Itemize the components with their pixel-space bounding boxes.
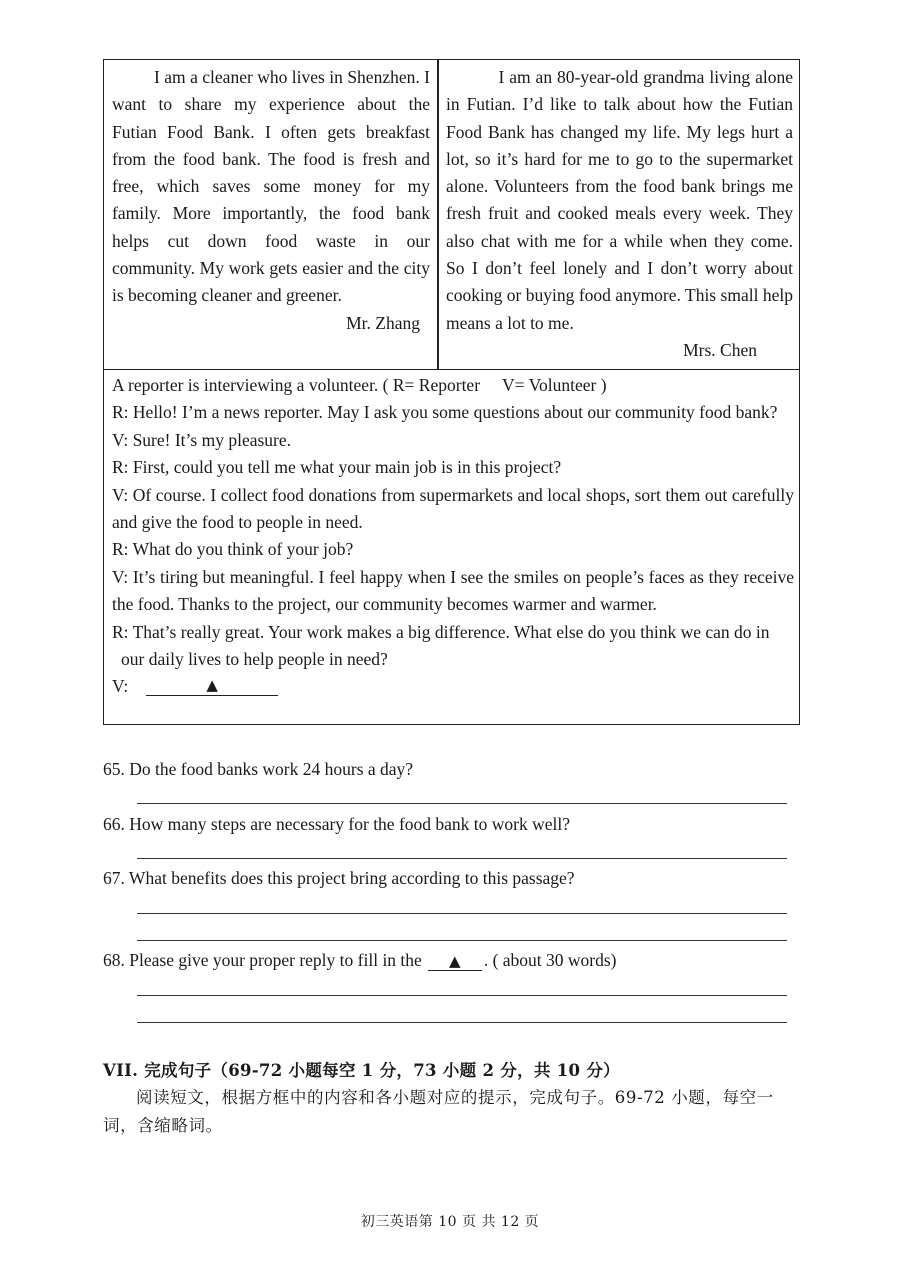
column-divider — [437, 60, 439, 370]
dialogue-line: R: What do you think of your job? — [112, 539, 354, 560]
triangle-icon: ▲ — [206, 676, 218, 695]
dialogue-line: V: Sure! It’s my pleasure. — [112, 429, 292, 450]
dialogue-line: V: It’s tiring but meaningful. I feel happy when I see the smiles on people’s faces as they receive the food. Thanks to the project, our community becomes warmer and warmer. — [112, 566, 794, 615]
question-65: 65. Do the food banks work 24 hours a day? — [103, 759, 414, 779]
dialogue-line: R: That’s really great. Your work makes a big difference. What else do you think we can do in — [112, 621, 770, 642]
testimonial-text: I am an 80-year-old grandma living alone in Futian. I’d like to talk about how the Futian Food Bank has changed my life. My legs hurt a lot, so it’s hard for me to go to the supermarket alone. Volunteers from the food bank brings me fresh fruit and cooked meals every week. They also chat with me for a while when they come. So I don’t feel lonely and I don’t worry about cooking or buying food anymore. This small help means a lot to me. — [446, 67, 793, 333]
speaker-label: V: — [112, 676, 129, 697]
signature: Mrs. Chen — [683, 339, 757, 360]
testimonials-row — [104, 60, 799, 370]
answer-line[interactable] — [137, 1022, 787, 1023]
question-68 — [103, 950, 617, 971]
dialogue-line: R: First, could you tell me what your main job is in this project? — [112, 457, 562, 478]
triangle-icon: ▲ — [449, 952, 461, 970]
answer-line[interactable] — [137, 940, 787, 941]
question-68-text: 68. Please give your proper reply to fill in the — [103, 950, 422, 970]
testimonial-zhang — [112, 64, 430, 337]
section-description: 阅读短文，根据方框中的内容和各小题对应的提示，完成句子。69-72 小题，每空一词，含缩略词。 — [103, 1088, 774, 1135]
answer-blank[interactable] — [146, 674, 278, 696]
answer-line[interactable] — [137, 803, 787, 804]
signature: Mr. Zhang — [346, 312, 420, 333]
inline-blank — [428, 951, 482, 971]
question-68-tail: . ( about 30 words) — [483, 950, 617, 970]
dialogue-line: R: Hello! I’m a news reporter. May I ask you some questions about our community food bank? — [112, 402, 778, 423]
intro-text: A reporter is interviewing a volunteer. ( R= Reporter — [112, 375, 481, 395]
section-title: VII. 完成句子（69-72 小题每空 1 分，73 小题 2 分，共 10 分） — [103, 1061, 620, 1080]
testimonial-text: I am a cleaner who lives in Shenzhen. I want to share my experience about the Futian Food Bank. I often gets breakfast from the food bank. The food is fresh and free, which saves some money for my family. More importantly, the food bank helps cut down food waste in our community. My work gets easier and the city is becoming cleaner and greener. — [112, 67, 430, 306]
answer-line[interactable] — [137, 913, 787, 914]
answer-line[interactable] — [137, 858, 787, 859]
testimonial-chen — [446, 64, 793, 364]
dialogue-intro — [112, 372, 794, 399]
reading-box — [103, 59, 800, 725]
interview-dialogue — [112, 372, 794, 701]
question-67: 67. What benefits does this project bring according to this passage? — [103, 868, 575, 888]
dialogue-blank-line — [112, 673, 794, 700]
question-66: 66. How many steps are necessary for the food bank to work well? — [103, 814, 571, 834]
answer-line[interactable] — [137, 995, 787, 996]
intro-tail: V= Volunteer ) — [502, 375, 607, 395]
page-footer: 初三英语第 10 页 共 12 页 — [360, 1214, 540, 1230]
dialogue-line: V: Of course. I collect food donations from supermarkets and local shops, sort them out carefully and give the food to people in need. — [112, 484, 794, 533]
dialogue-line: our daily lives to help people in need? — [121, 649, 388, 670]
